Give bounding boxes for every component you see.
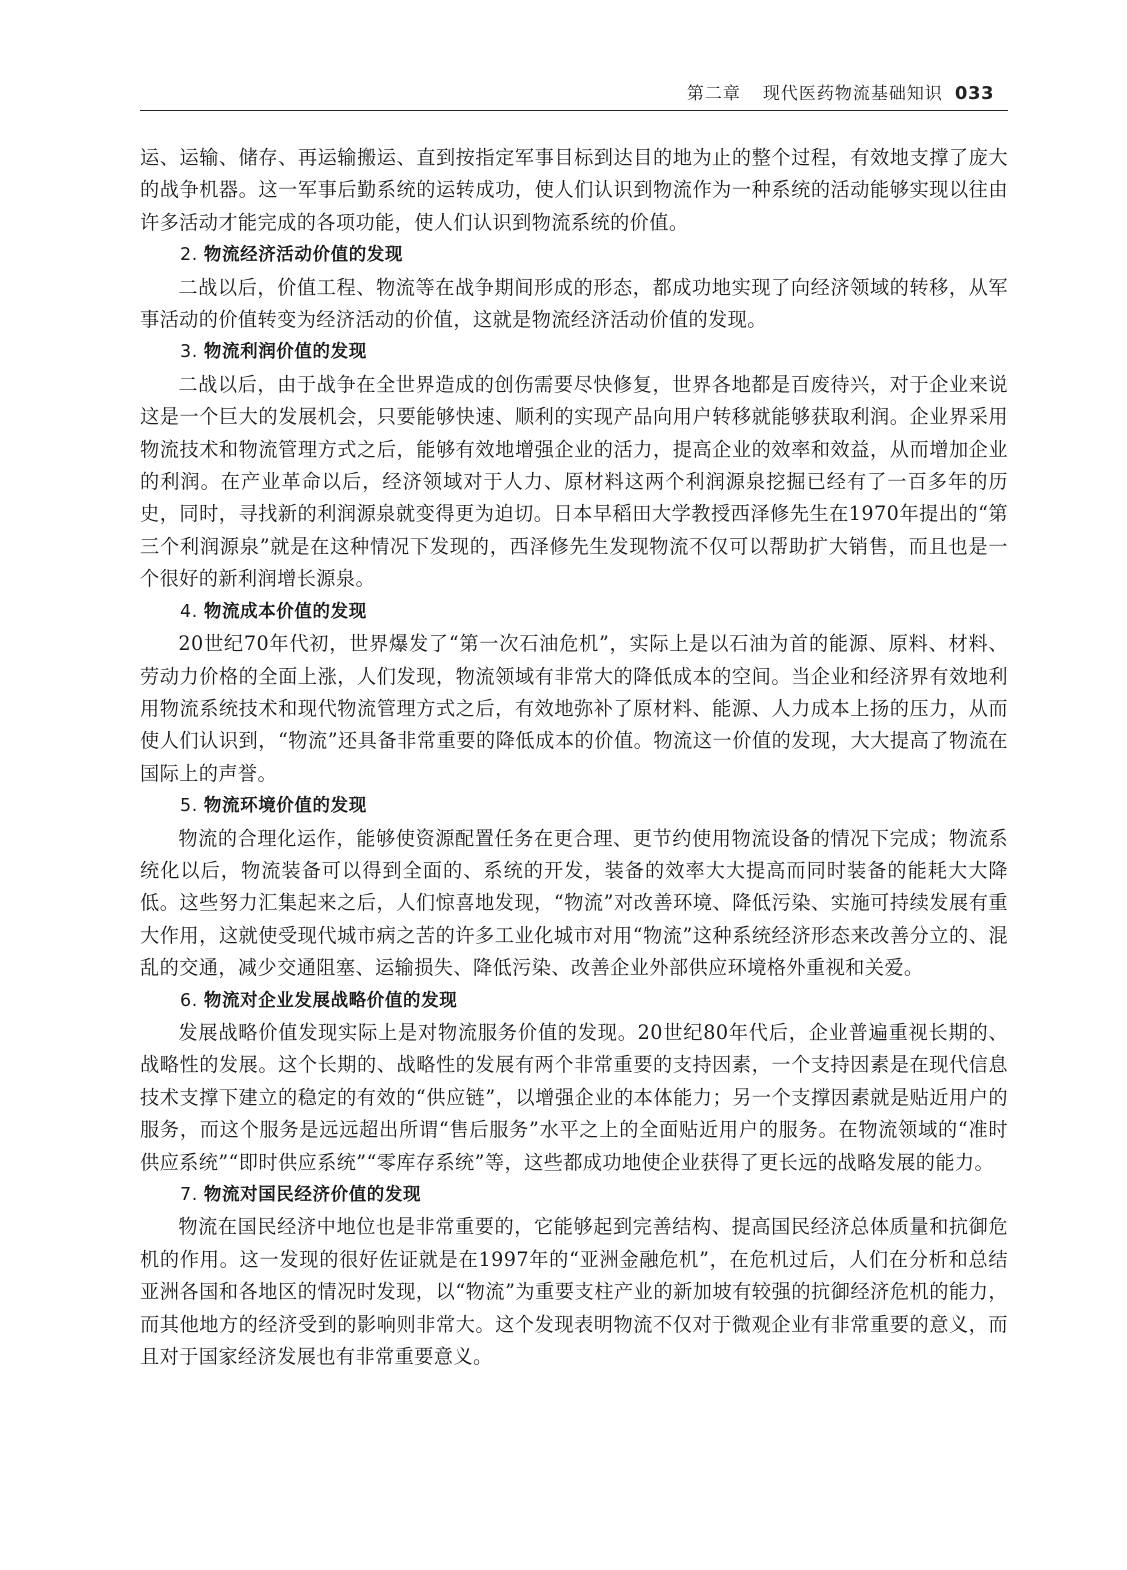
intro-paragraph: 运、运输、储存、再运输搬运、直到按指定军事目标到达目的地为止的整个过程，有效地支撑了庞大的战争机器。这一军事后勤系统的运转成功，使人们认识到物流作为一种系统的活动能够实现以往由许多活动才能完成的各项功能，使人们认识到物流系统的价值。 xyxy=(140,146,1008,234)
section-paragraph: 二战以后，由于战争在全世界造成的创伤需要尽快修复，世界各地都是百废待兴，对于企业来说这是一个巨大的发展机会，只要能够快速、顺利的实现产品向用户转移就能够获取利润。企业界采用物流技术和物流管理方式之后，能够有效地增强企业的活力，提高企业的效率和效益，从而增加企业的利润。在产业革命以后，经济领域对于人力、原材料这两个利润源泉挖掘已经有了一百多年的历史，同时，寻找新的利润源泉就变得更为迫切。日本早稻田大学教授西泽修先生在1970年提出的“第三个利润源泉”就是在这种情况下发现的，西泽修先生发现物流不仅可以帮助扩大销售，而且也是一个很好的新利润增长源泉。 xyxy=(140,372,1008,591)
section-heading xyxy=(140,239,1008,271)
section-number: 6. xyxy=(180,990,198,1011)
section-title: 物流经济活动价值的发现 xyxy=(203,245,404,266)
section-7 xyxy=(140,1179,1008,1373)
section-2 xyxy=(140,239,1008,336)
section-paragraph: 物流的合理化运作，能够使资源配置任务在更合理、更节约使用物流设备的情况下完成；物流系统化以后，物流装备可以得到全面的、系统的开发，装备的效率大大提高而同时装备的能耗大大降低。这些努力汇集起来之后，人们惊喜地发现，“物流”对改善环境、降低污染、实施可持续发展有重大作用，这就使受现代城市病之苦的许多工业化城市对用“物流”这种系统经济形态来改善分立的、混乱的交通，减少交通阻塞、运输损失、降低污染、改善企业外部供应环境格外重视和关爱。 xyxy=(140,826,1008,980)
section-title: 物流对企业发展战略价值的发现 xyxy=(203,990,458,1011)
section-title: 物流成本价值的发现 xyxy=(203,601,367,622)
section-paragraph: 二战以后，价值工程、物流等在战争期间形成的形态，都成功地实现了向经济领域的转移，从军事活动的价值转变为经济活动的价值，这就是物流经济活动价值的发现。 xyxy=(140,275,1008,332)
section-3 xyxy=(140,336,1008,595)
section-number: 3. xyxy=(180,342,198,363)
section-paragraph: 物流在国民经济中地位也是非常重要的，它能够起到完善结构、提高国民经济总体质量和抗御危机的作用。这一发现的很好佐证就是在1997年的“亚洲金融危机”，在危机过后，人们在分析和总结亚洲各国和各地区的情况时发现，以“物流”为重要支柱产业的新加坡有较强的抗御经济危机的能力，而其他地方的经济受到的影响则非常大。这个发现表明物流不仅对于微观企业有非常重要的意义，而且对于国家经济发展也有非常重要意义。 xyxy=(140,1215,1008,1369)
page-number: 033 xyxy=(954,83,994,104)
section-heading xyxy=(140,985,1008,1017)
section-4 xyxy=(140,596,1008,790)
running-header xyxy=(140,76,1008,111)
page-body xyxy=(140,142,1008,1373)
section-heading xyxy=(140,336,1008,368)
section-paragraph: 发展战略价值发现实际上是对物流服务价值的发现。20世纪80年代后，企业普遍重视长期的、战略性的发展。这个长期的、战略性的发展有两个非常重要的支持因素，一个支持因素是在现代信息技术支撑下建立的稳定的有效的“供应链”，以增强企业的本体能力；另一个支撑因素就是贴近用户的服务，而这个服务是远远超出所谓“售后服务”水平之上的全面贴近用户的服务。在物流领域的“准时供应系统”“即时供应系统”“零库存系统”等，这些都成功地使企业获得了更长远的战略发展的能力。 xyxy=(140,1020,1008,1174)
section-paragraph: 20世纪70年代初，世界爆发了“第一次石油危机”，实际上是以石油为首的能源、原料、材料、劳动力价格的全面上涨，人们发现，物流领域有非常大的降低成本的空间。当企业和经济界有效地利用物流系统技术和现代物流管理方式之后，有效地弥补了原材料、能源、人力成本上扬的压力，从而使人们认识到，“物流”还具备非常重要的降低成本的价值。物流这一价值的发现，大大提高了物流在国际上的声誉。 xyxy=(140,632,1008,785)
section-title: 物流对国民经济价值的发现 xyxy=(203,1185,422,1205)
chapter-label: 第二章 xyxy=(686,84,741,104)
chapter-title: 现代医药物流基础知识 xyxy=(762,84,943,104)
section-5 xyxy=(140,790,1008,984)
section-number: 4. xyxy=(180,601,198,622)
section-heading xyxy=(140,790,1008,822)
section-title: 物流环境价值的发现 xyxy=(203,796,367,817)
section-6 xyxy=(140,985,1008,1179)
section-number: 5. xyxy=(180,796,198,817)
section-number: 7. xyxy=(180,1185,198,1205)
header-text xyxy=(687,79,994,104)
section-heading xyxy=(140,596,1008,628)
section-heading xyxy=(140,1179,1008,1211)
section-title: 物流利润价值的发现 xyxy=(203,342,367,363)
section-number: 2. xyxy=(180,245,198,266)
